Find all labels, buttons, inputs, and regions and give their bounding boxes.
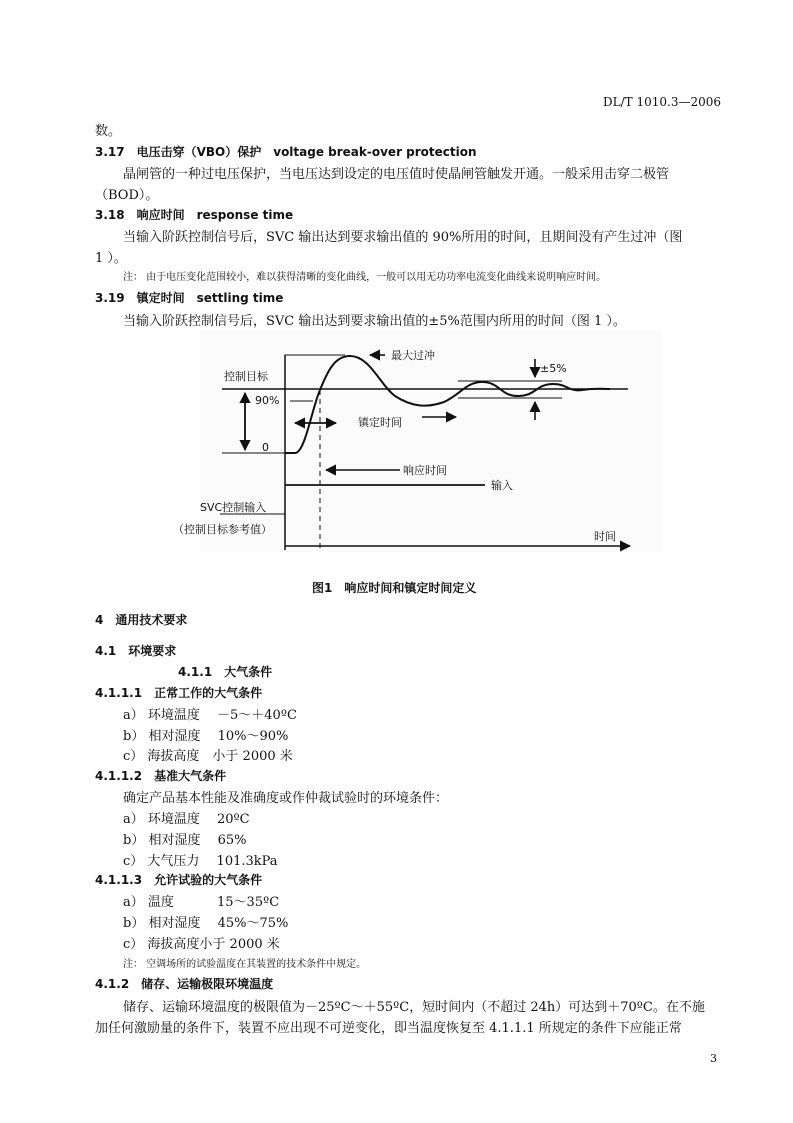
response-settling-figure <box>173 330 662 552</box>
section-heading-4-1-1-2: 4.1.1.2 基准大气条件 <box>95 769 227 783</box>
label-time: 时间 <box>594 530 616 543</box>
list-item: a） 环境温度 20ºC <box>123 812 250 827</box>
paragraph-line: 确定产品基本性能及准确度或作仲裁试验时的环境条件： <box>123 791 449 806</box>
section-heading-4-1-2: 4.1.2 储存、运输极限环境温度 <box>95 977 274 991</box>
section-heading-4-1-1: 4.1.1 大气条件 <box>178 665 273 679</box>
paragraph-line: （BOD）。 <box>95 188 159 203</box>
page-number: 3 <box>710 1052 717 1065</box>
note: 注： 空调场所的试验温度在其装置的技术条件中规定。 <box>123 959 367 970</box>
list-item: c） 海拔高度小于 2000 米 <box>123 937 280 952</box>
section-heading-4-1: 4.1 环境要求 <box>95 644 177 658</box>
label-zero: 0 <box>262 441 269 454</box>
figure-caption: 图1 响应时间和镇定时间定义 <box>312 581 477 595</box>
term-heading-3-18: 3.18 响应时间 response time <box>95 208 294 222</box>
label-90-percent: 90% <box>255 394 280 407</box>
paragraph-line: 当输入阶跃控制信号后，SVC 输出达到要求输出值的±5%范围内所用的时间（图 1 ）。 <box>123 314 626 329</box>
list-item: a） 环境温度 －5～＋40ºC <box>123 708 297 723</box>
figure-background <box>200 330 662 552</box>
list-item: b） 相对湿度 65% <box>123 833 247 848</box>
paragraph-line: 1 ）。 <box>95 251 127 266</box>
term-heading-3-17: 3.17 电压击穿（VBO）保护 voltage break-over protection <box>95 145 477 159</box>
section-heading-4-1-1-3: 4.1.1.3 允许试验的大气条件 <box>95 873 263 887</box>
label-input: 输入 <box>491 479 513 492</box>
list-item: c） 海拔高度 小于 2000 米 <box>123 749 293 764</box>
note: 注： 由于电压变化范围较小，难以获得清晰的变化曲线，一般可以用无功功率电流变化曲线来说明响应时间。 <box>123 272 607 283</box>
list-item: b） 相对湿度 10%～90% <box>123 729 289 744</box>
paragraph-line: 当输入阶跃控制信号后，SVC 输出达到要求输出值的 90%所用的时间，且期间没有产生过冲（图 <box>123 230 683 245</box>
text-line: 数。 <box>95 124 122 139</box>
list-item: a） 温度 15～35ºC <box>123 895 280 910</box>
label-max-overshoot: 最大过冲 <box>391 349 435 362</box>
term-heading-3-19: 3.19 镇定时间 settling time <box>95 291 284 305</box>
label-settling-time: 镇定时间 <box>358 416 402 429</box>
list-item: c） 大气压力 101.3kPa <box>123 854 278 869</box>
list-item: b） 相对湿度 45%～75% <box>123 916 289 931</box>
label-control-target: 控制目标 <box>224 370 268 383</box>
paragraph-line: 储存、运输环境温度的极限值为－25ºC～＋55ºC，短时间内（不超过 24h）可达到＋70ºC。在不施 <box>123 1000 705 1015</box>
doc-code: DL/T 1010.3—2006 <box>603 95 721 109</box>
label-target-reference: （控制目标参考值） <box>173 523 272 536</box>
paragraph-line: 晶闸管的一种过电压保护，当电压达到设定的电压值时使晶闸管触发开通。一般采用击穿二极管 <box>123 167 670 182</box>
paragraph-line: 加任何激励量的条件下，装置不应出现不可逆变化，即当温度恢复至 4.1.1.1 所规定的条件下应能正常 <box>95 1021 682 1036</box>
section-heading-4: 4 通用技术要求 <box>95 613 188 627</box>
label-plus-minus-5: ±5% <box>540 362 567 375</box>
label-response-time: 响应时间 <box>403 464 447 477</box>
label-svc-control-input: SVC控制输入 <box>200 501 267 514</box>
section-heading-4-1-1-1: 4.1.1.1 正常工作的大气条件 <box>95 686 263 700</box>
